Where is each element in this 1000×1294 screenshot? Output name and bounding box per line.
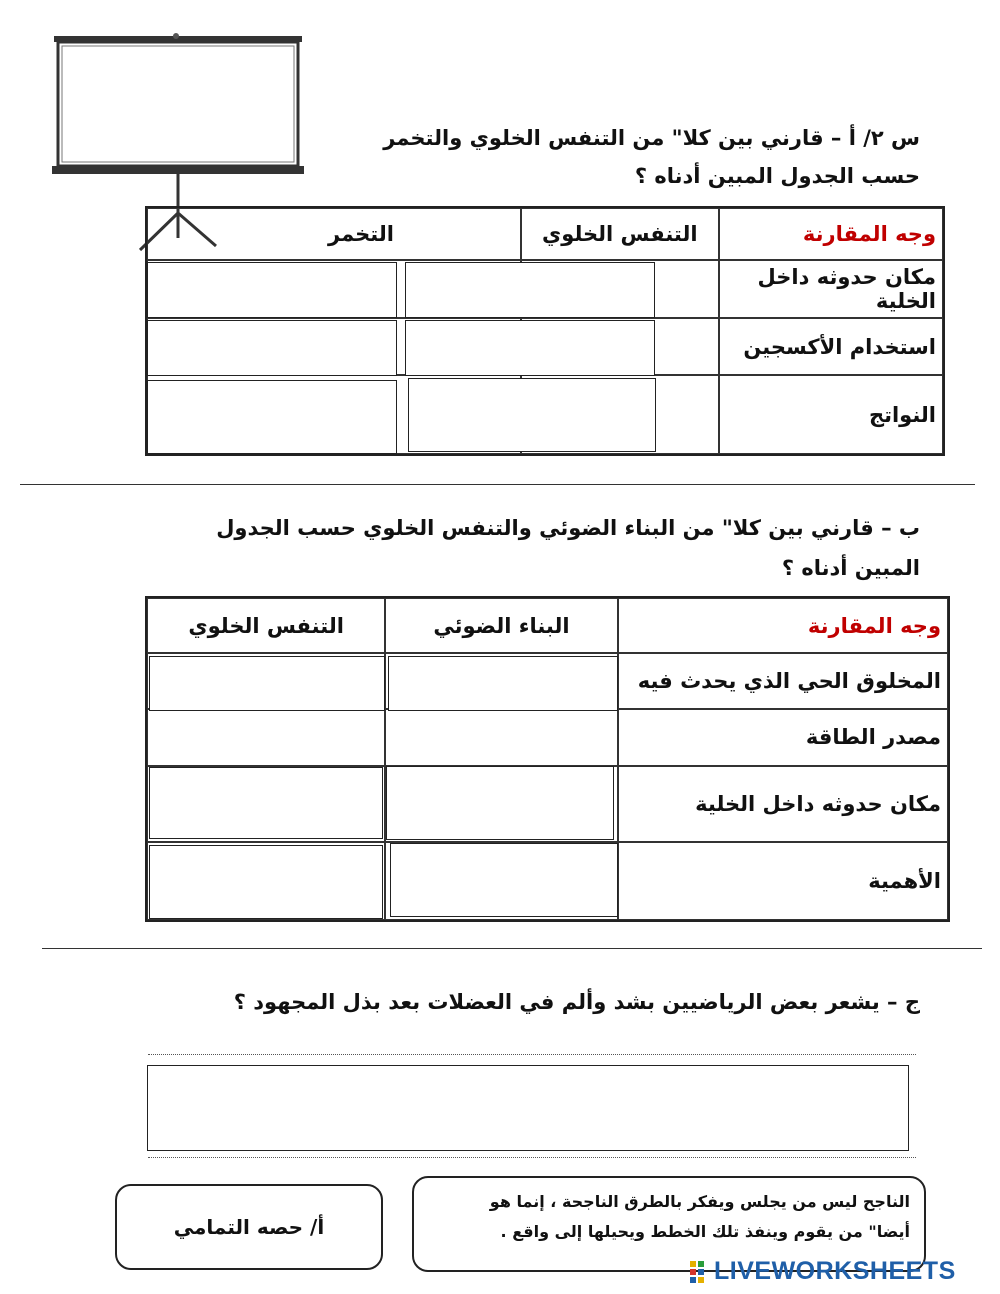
table-b-cell [147, 709, 385, 765]
table-a-row-label: مكان حدوثه داخل الخلية [719, 260, 943, 317]
table-b-header-respiration: التنفس الخلوي [147, 598, 385, 653]
q2b-line1: ب – قارني بين كلا" من البناء الضوئي والتنفس الخلوي حسب الجدول [216, 516, 920, 540]
table-b-row-label: مكان حدوثه داخل الخلية [618, 766, 948, 842]
divider [20, 484, 975, 485]
table-a-row-label: استخدام الأكسجين [719, 318, 943, 375]
answer-box[interactable] [147, 380, 397, 454]
quote-line2: أيضا" من يقوم وينفذ تلك الخطط ويحيلها إلى واقع . [500, 1222, 910, 1241]
answer-box[interactable] [386, 766, 614, 840]
table-a-row-label: النواتج [719, 375, 943, 454]
table-a-header-fermentation-label: التخمر [328, 222, 394, 247]
q2a-line1: س ٢/ أ – قارني بين كلا" من التنفس الخلوي والتخمر [383, 126, 920, 150]
answer-box[interactable] [388, 656, 618, 711]
table-a-header-fermentation [147, 208, 521, 260]
table-b-header-photosynthesis: البناء الضوئي [385, 598, 617, 653]
answer-box[interactable] [147, 320, 397, 376]
q2c-line1: ج – يشعر بعض الرياضيين بشد وألم في العضلات بعد بذل المجهود ؟ [233, 990, 920, 1014]
answer-box[interactable] [147, 262, 397, 318]
teacher-name: أ/ حصه التمامي [173, 1215, 325, 1239]
table-a-header-respiration: التنفس الخلوي [521, 208, 719, 260]
table-b-header-aspect: وجه المقارنة [618, 598, 948, 653]
table-b-row-label: المخلوق الحي الذي يحدث فيه [618, 653, 948, 709]
liveworksheets-icon [690, 1259, 712, 1283]
answer-box[interactable] [149, 845, 383, 919]
table-b-cell [385, 709, 617, 765]
divider [42, 948, 982, 949]
answer-box[interactable] [405, 320, 655, 376]
answer-box[interactable] [390, 843, 618, 917]
table-a-header-aspect: وجه المقارنة [719, 208, 943, 260]
table-b-row-label: مصدر الطاقة [618, 709, 948, 765]
dotted-line [148, 1157, 916, 1158]
table-b-row-label: الأهمية [618, 842, 948, 920]
teacher-box [115, 1184, 383, 1270]
answer-box[interactable] [147, 1065, 909, 1151]
answer-box[interactable] [149, 767, 383, 839]
q2b-line2: المبين أدناه ؟ [781, 556, 920, 580]
watermark-text: LIVEWORKSHEETS [714, 1256, 956, 1285]
q2a-line2: حسب الجدول المبين أدناه ؟ [634, 164, 920, 188]
liveworksheets-logo [690, 1256, 956, 1286]
answer-box[interactable] [149, 656, 385, 711]
answer-box[interactable] [408, 378, 656, 452]
quote-line1: الناجح ليس من يجلس ويفكر بالطرق الناجحة ، إنما هو [489, 1192, 910, 1211]
dotted-line [148, 1054, 916, 1055]
answer-box[interactable] [405, 262, 655, 318]
